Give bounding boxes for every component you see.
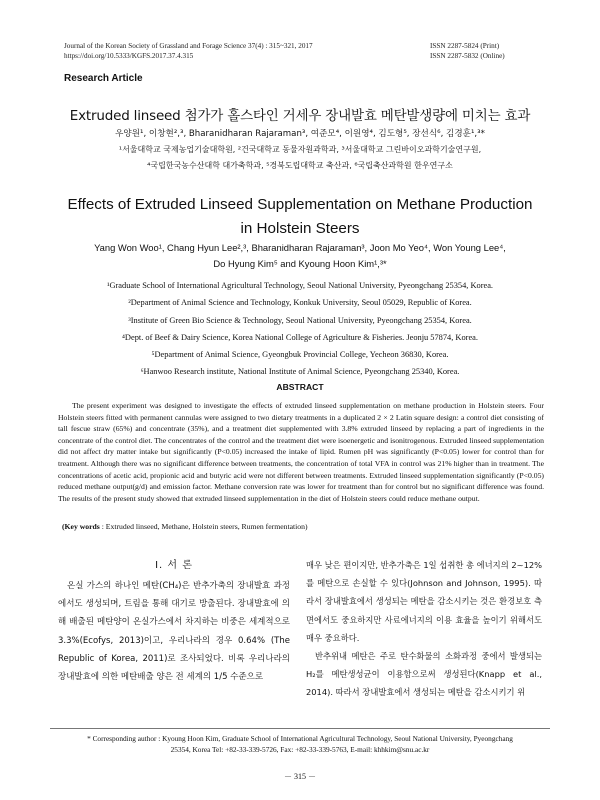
introduction-heading: Ⅰ. 서 론 — [155, 560, 193, 571]
issn-online: ISSN 2287-5832 (Online) — [430, 51, 505, 60]
korean-affiliations-line1: ¹서울대학교 국제농업기술대학원, ²건국대학교 동물자원과학과, ³서울대학교 그린바이오과학기술연구원, — [118, 145, 482, 154]
english-authors — [40, 240, 560, 272]
abstract-body — [58, 400, 544, 504]
footnote-line2: 25354, Korea Tel: +82-33-339-5726, Fax: +82-33-339-5763, E-mail: khhkim@snu.ac.kr — [170, 745, 430, 754]
intro-paragraph-1-continued: 매우 낮은 편이지만, 반추가축은 1일 섭취한 총 에너지의 2~12%를 메탄으로 손실할 수 있다(Johnson and Johnson, 1995). 따라서 장내발효에서 생성되는 메탄을 감소시키는 것은 환경보호 측면에서도 중요하지만 사료에너지의 이용 효율을 높이기 위해서도 매우 중요하다. — [306, 560, 543, 643]
intro-paragraph-2: 반추위내 메탄은 주로 탄수화물의 소화과정 중에서 발생되는 H₂를 메탄생성균이 이용함으로써 생성된다(Knapp et al., 2014). 따라서 장내발효에서 생성되는 메탄을 감소시키기 위 — [306, 651, 542, 698]
english-authors-line2: Do Hyung Kim⁵ and Kyoung Hoon Kim¹,³* — [213, 258, 387, 269]
doi-link[interactable]: https://doi.org/10.5333/KGFS.2017.37.4.315 — [64, 51, 194, 60]
abstract-heading: ABSTRACT — [276, 382, 324, 392]
abstract-text: The present experiment was designed to investigate the effects of extruded linseed supplementation on methane production in Holstein steers. Four Holstein steers fitted with permanent cannulas were assigned to two dietary treatments in a duplicated 2 × 2 Latin square design: a control diet consisting of tall fescue straw (65%) and concentrate (35%), and a treatment diet supplemented with 3.8% extruded linseed by replacing a part of ingredients in the concentrate of the control diet. The concentrates of the control and the treatment diet were isoenergetic and isonitrogenous. Extruded linseed supplementation did not affect dry matter intake but significantly (P<0.05) increased the intake of lipid. Rumen pH was significantly (P<0.05) lower for control than for treatment. Although there was no significant difference between treatments, the concentration of total VFA in control was 21% higher than in treatment. The concentrations of acetic acid, propionic acid and butyric acid were not different between treatments. Extruded linseed supplementation significantly (P<0.05) reduced methane output(g/d) and emission factor. Methane conversion rate was lower for treatment than for control but no significant difference was found. The results of the present study showed that extruded linseed supplementation in the diet of Holstein steers could reduce methane output. — [58, 401, 544, 503]
journal-citation: Journal of the Korean Society of Grassland and Forage Science 37(4) : 315~321, 2017 — [64, 42, 313, 50]
korean-affiliations-line2: ⁴국립한국농수산대학 대가축학과, ⁵경북도립대학교 축산과, ⁶국립축산과학원 한우연구소 — [147, 161, 453, 170]
article-type-label: Research Article — [64, 73, 143, 84]
affiliation-3: ³Institute of Green Bio Science & Technology, Seoul National University, Pyeongchang 25354, Korea. — [128, 315, 472, 325]
english-authors-line1: Yang Won Woo¹, Chang Hyun Lee²,³, Bharanidharan Rajaraman³, Joon Mo Yeo⁴, Won Young Lee⁴, — [94, 242, 506, 253]
issn-print: ISSN 2287-5824 (Print) — [430, 42, 500, 50]
affiliation-list — [40, 277, 560, 381]
keywords-label: (Key words — [62, 522, 100, 531]
intro-right-column — [306, 556, 542, 702]
korean-title: Extruded linseed 첨가가 홀스타인 거세우 장내발효 메탄발생량에 미치는 효과 — [69, 108, 531, 124]
affiliation-5: ⁵Department of Animal Science, Gyeongbuk Provincial College, Yecheon 36830, Korea. — [151, 350, 449, 360]
affiliation-4: ⁴Dept. of Beef & Dairy Science, Korea National College of Agriculture & Fisheries. Jeonju 57874, Korea. — [122, 332, 478, 342]
english-title: Effects of Extruded Linseed Supplementation on Methane Production in Holstein Steers — [67, 196, 533, 237]
affiliation-6: ⁶Hanwoo Research institute, National Institute of Animal Science, Pyeongchang 25340, Korea. — [140, 367, 460, 377]
keywords-line — [62, 522, 308, 531]
footnote-divider — [50, 728, 550, 729]
affiliation-2: ²Department of Animal Science and Technology, Konkuk University, Seoul 05029, Republic of Korea. — [128, 298, 472, 308]
keywords-text: : Extruded linseed, Methane, Holstein steers, Rumen fermentation) — [101, 522, 308, 531]
korean-authors: 우양원¹, 이창현²,³, Bharanidharan Rajaraman³, 여준모⁴, 이원영⁴, 김도형⁵, 장선식⁶, 김경훈¹,³* — [115, 129, 485, 139]
corresponding-author-footnote — [50, 733, 550, 755]
page-number: － 315 － — [284, 772, 316, 781]
affiliation-1: ¹Graduate School of International Agricultural Technology, Seoul National University, Pyeongchang 25354, Korea. — [106, 281, 494, 290]
footnote-line1: * Corresponding author : Kyoung Hoon Kim, Graduate School of International Agricultural Technology, Seoul National University, Pyeongchang — [87, 734, 513, 743]
intro-left-column — [58, 577, 290, 686]
intro-paragraph-1: 온실 가스의 하나인 메탄(CH₄)은 반추가축의 장내발효 과정에서도 생성되며, 트림을 통해 대기로 방출된다. 장내발효에 의해 배출된 메탄양이 온실가스에서 차지하는 비중은 세계적으로 3.3%(Ecofys, 2013)이고, 우리나라의 경우 0.64% (The Republic of Korea, 2011)로 조사되었다. 비록 우리나라의 장내발효에 의한 메탄배출 양은 전 세계의 1/5 수준으로 — [58, 581, 290, 683]
